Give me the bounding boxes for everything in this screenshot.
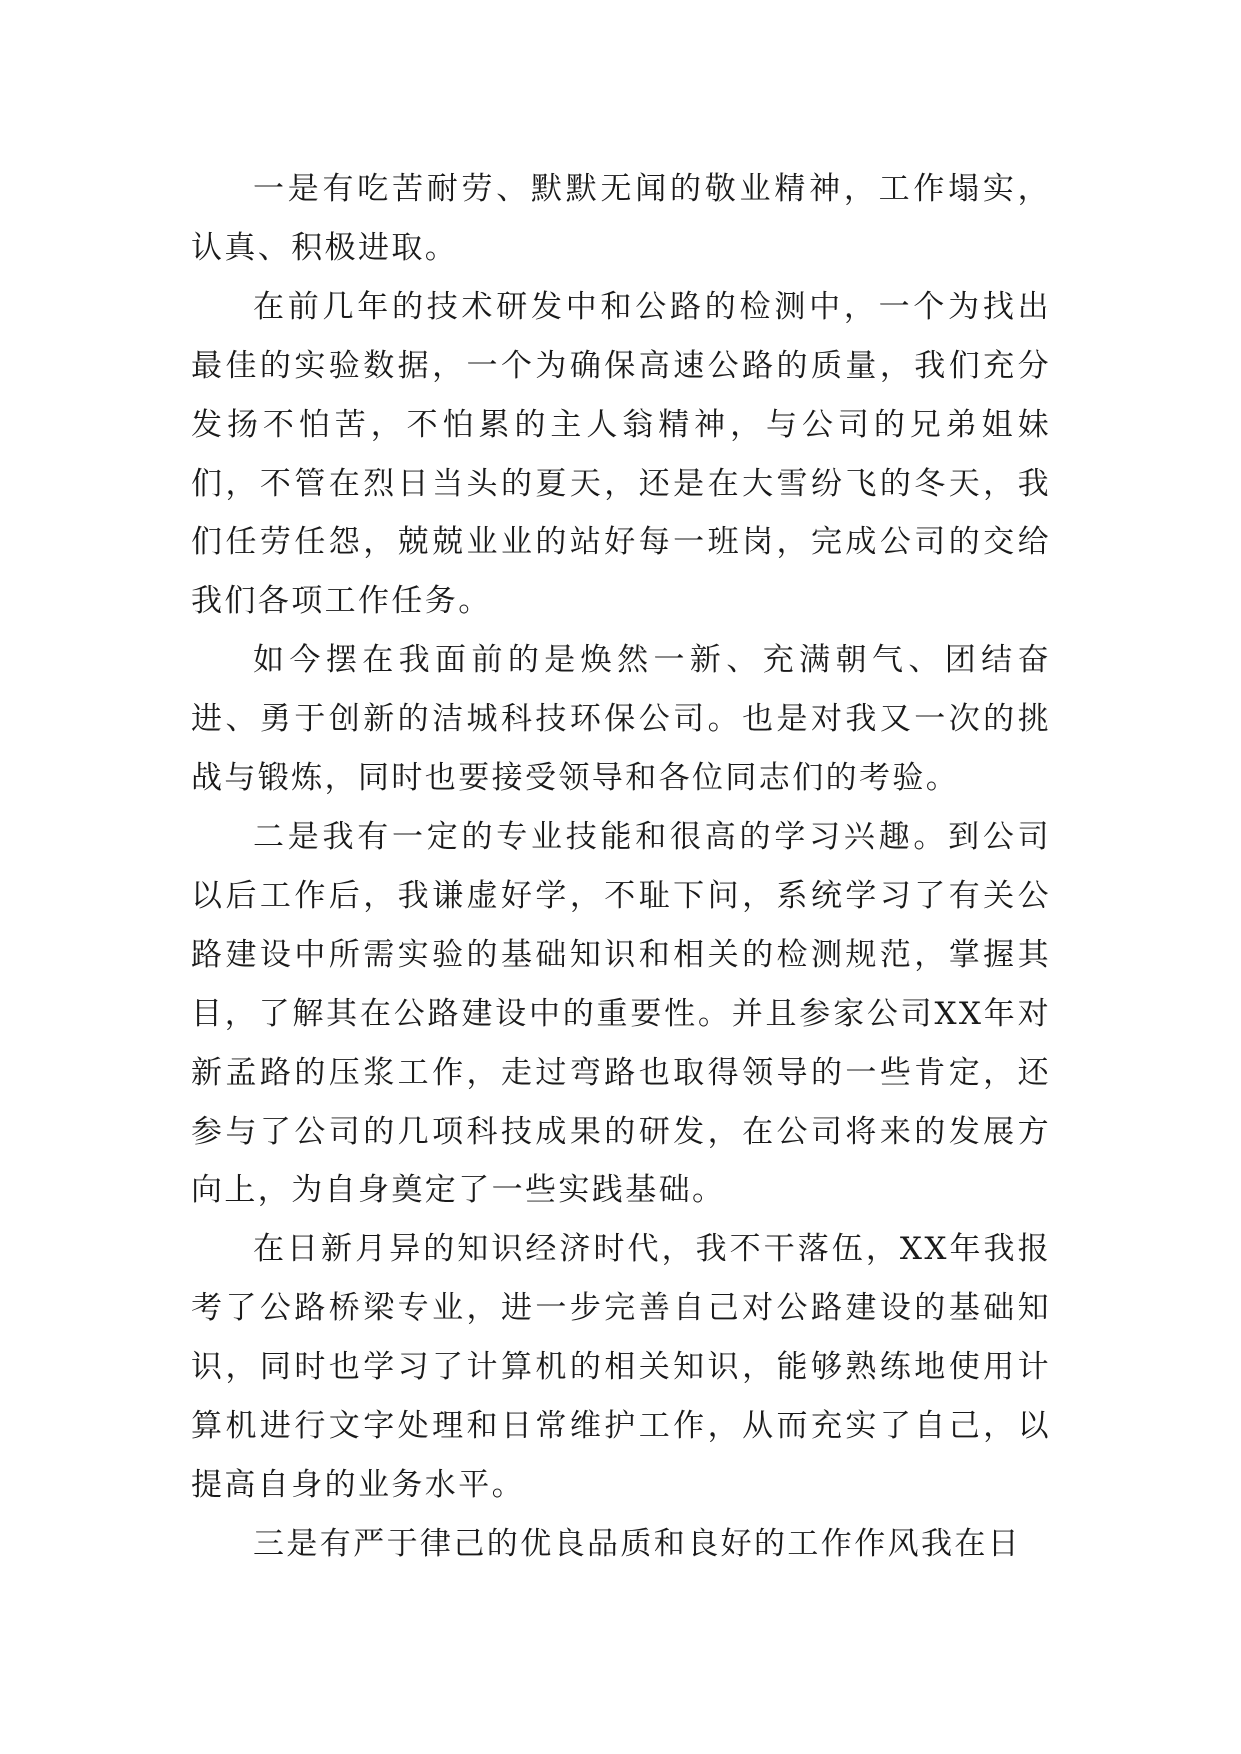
paragraph-6: 三是有严于律己的优良品质和良好的工作作风我在日 [253,1525,1022,1562]
paragraph-3: 如今摆在我面前的是焕然一新、充满朝气、团结奋进、勇于创新的洁城科技环保公司。也是对我又一次的挑战与锻炼，同时也要接受领导和各位同志们的考验。 [191,642,1051,797]
paragraph-4: 二是我有一定的专业技能和很高的学习兴趣。到公司以后工作后，我谦虚好学，不耻下问，系统学习了有关公路建设中所需实验的基础知识和相关的检测规范，掌握其目，了解其在公路建设中的重要性。并且参家公司XX年对新孟路的压浆工作，走过弯路也取得领导的一些肯定，还参与了公司的几项科技成果的研发，在公司将来的发展方向上，为自身奠定了一些实践基础。 [191,818,1051,1209]
paragraph-5: 在日新月异的知识经济时代，我不干落伍，XX年我报考了公路桥梁专业，进一步完善自己对公路建设的基础知识，同时也学习了计算机的相关知识，能够熟练地使用计算机进行文字处理和日常维护工作，从而充实了自己，以提高自身的业务水平。 [191,1231,1051,1503]
paragraph-2: 在前几年的技术研发中和公路的检测中，一个为找出最佳的实验数据，一个为确保高速公路的质量，我们充分发扬不怕苦，不怕累的主人翁精神，与公司的兄弟姐妹们，不管在烈日当头的夏天，还是在大雪纷飞的冬天，我们任劳任怨，兢兢业业的站好每一班岗，完成公司的交给我们各项工作任务。 [191,288,1051,620]
document-body [191,160,1051,1574]
paragraph-1: 一是有吃苦耐劳、默默无闻的敬业精神，工作塌实，认真、积极进取。 [191,171,1051,266]
